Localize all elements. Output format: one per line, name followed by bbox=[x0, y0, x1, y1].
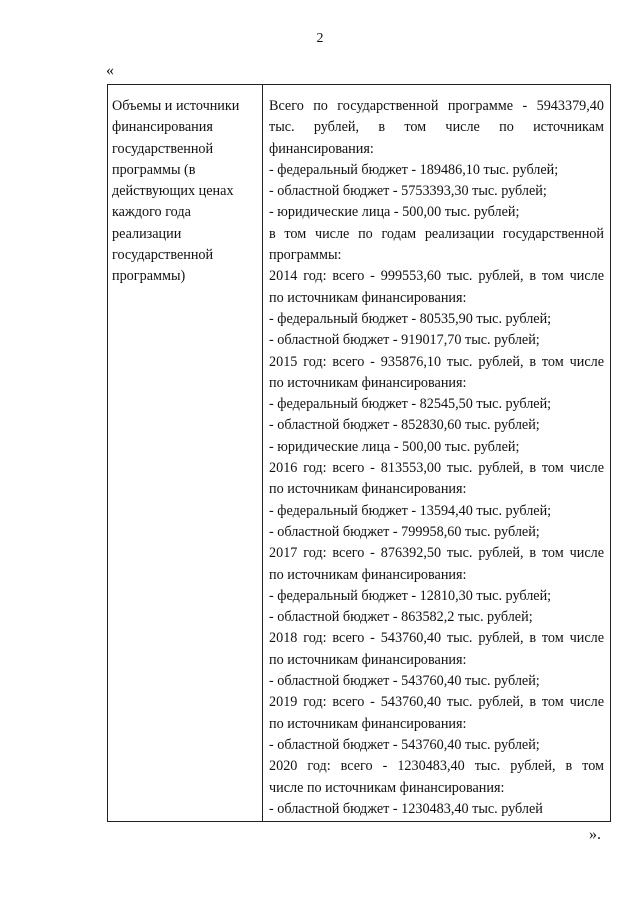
year-2015-line: - юридические лица - 500,00 тыс. рублей; bbox=[269, 438, 520, 455]
source-line: - областной бюджет - 5753393,30 тыс. рублей; bbox=[269, 183, 547, 200]
page-number: 2 bbox=[316, 31, 324, 46]
year-2017-line: - областной бюджет - 863582,2 тыс. рублей; bbox=[269, 609, 533, 626]
year-2016-line: - федеральный бюджет - 13594,40 тыс. рублей; bbox=[269, 502, 552, 519]
source-line: - федеральный бюджет - 189486,10 тыс. рублей; bbox=[269, 161, 559, 178]
year-2015-line: - областной бюджет - 852830,60 тыс. рублей; bbox=[269, 417, 540, 434]
year-2017-line: 2017 год: всего - 876392,50 тыс. рублей, в том числе bbox=[269, 545, 604, 562]
year-2014-line: - областной бюджет - 919017,70 тыс. рублей; bbox=[269, 332, 540, 349]
funding-table bbox=[107, 84, 611, 822]
year-2018-line: - областной бюджет - 543760,40 тыс. рублей; bbox=[269, 673, 540, 690]
label-line: действующих ценах bbox=[112, 183, 234, 200]
year-2020-line: числе по источникам финансирования: bbox=[269, 779, 505, 796]
year-2018-line: 2018 год: всего - 543760,40 тыс. рублей, в том числе bbox=[269, 630, 604, 647]
label-line: государственной bbox=[112, 140, 214, 157]
year-2019-line: по источникам финансирования: bbox=[269, 715, 467, 732]
label-line: реализации bbox=[112, 225, 182, 242]
year-2017-line: - федеральный бюджет - 12810,30 тыс. рублей; bbox=[269, 587, 552, 604]
year-2015-line: по источникам финансирования: bbox=[269, 374, 467, 391]
year-2014-line: - федеральный бюджет - 80535,90 тыс. рублей; bbox=[269, 310, 552, 327]
label-line: финансирования bbox=[112, 119, 213, 136]
funding-label-cell bbox=[108, 85, 263, 821]
year-2019-line: - областной бюджет - 543760,40 тыс. рублей; bbox=[269, 736, 540, 753]
year-2014-line: по источникам финансирования: bbox=[269, 289, 467, 306]
year-2014-line: 2014 год: всего - 999553,60 тыс. рублей, в том числе bbox=[269, 268, 604, 285]
year-2016-line: - областной бюджет - 799958,60 тыс. рублей; bbox=[269, 523, 540, 540]
total-line: финансирования: bbox=[269, 140, 374, 157]
opening-quote-mark: « bbox=[106, 62, 114, 79]
year-2017-line: по источникам финансирования: bbox=[269, 566, 467, 583]
label-line: программы) bbox=[112, 268, 186, 285]
total-line: Всего по государственной программе - 5943379,40 bbox=[269, 98, 604, 114]
year-2020-line: - областной бюджет - 1230483,40 тыс. рублей bbox=[269, 800, 543, 817]
total-line: тыс. рублей, в том числе по источникам bbox=[269, 119, 604, 136]
label-line: Объемы и источники bbox=[112, 98, 240, 114]
year-2015-line: - федеральный бюджет - 82545,50 тыс. рублей; bbox=[269, 396, 552, 413]
label-line: программы (в bbox=[112, 161, 196, 178]
label-line: каждого года bbox=[112, 204, 191, 221]
closing-quote-mark: ». bbox=[589, 826, 601, 843]
funding-details-cell bbox=[263, 85, 610, 821]
year-2015-line: 2015 год: всего - 935876,10 тыс. рублей, в том числе bbox=[269, 353, 604, 370]
year-2016-line: 2016 год: всего - 813553,00 тыс. рублей, в том числе bbox=[269, 460, 604, 477]
year-2019-line: 2019 год: всего - 543760,40 тыс. рублей, в том числе bbox=[269, 694, 604, 711]
year-2018-line: по источникам финансирования: bbox=[269, 651, 467, 668]
by-year-intro-line: в том числе по годам реализации государственной bbox=[269, 225, 604, 242]
year-2020-line: 2020 год: всего - 1230483,40 тыс. рублей, в том bbox=[269, 758, 604, 775]
source-line: - юридические лица - 500,00 тыс. рублей; bbox=[269, 204, 520, 221]
label-line: государственной bbox=[112, 247, 214, 264]
by-year-intro-line: программы: bbox=[269, 247, 342, 264]
year-2016-line: по источникам финансирования: bbox=[269, 481, 467, 498]
